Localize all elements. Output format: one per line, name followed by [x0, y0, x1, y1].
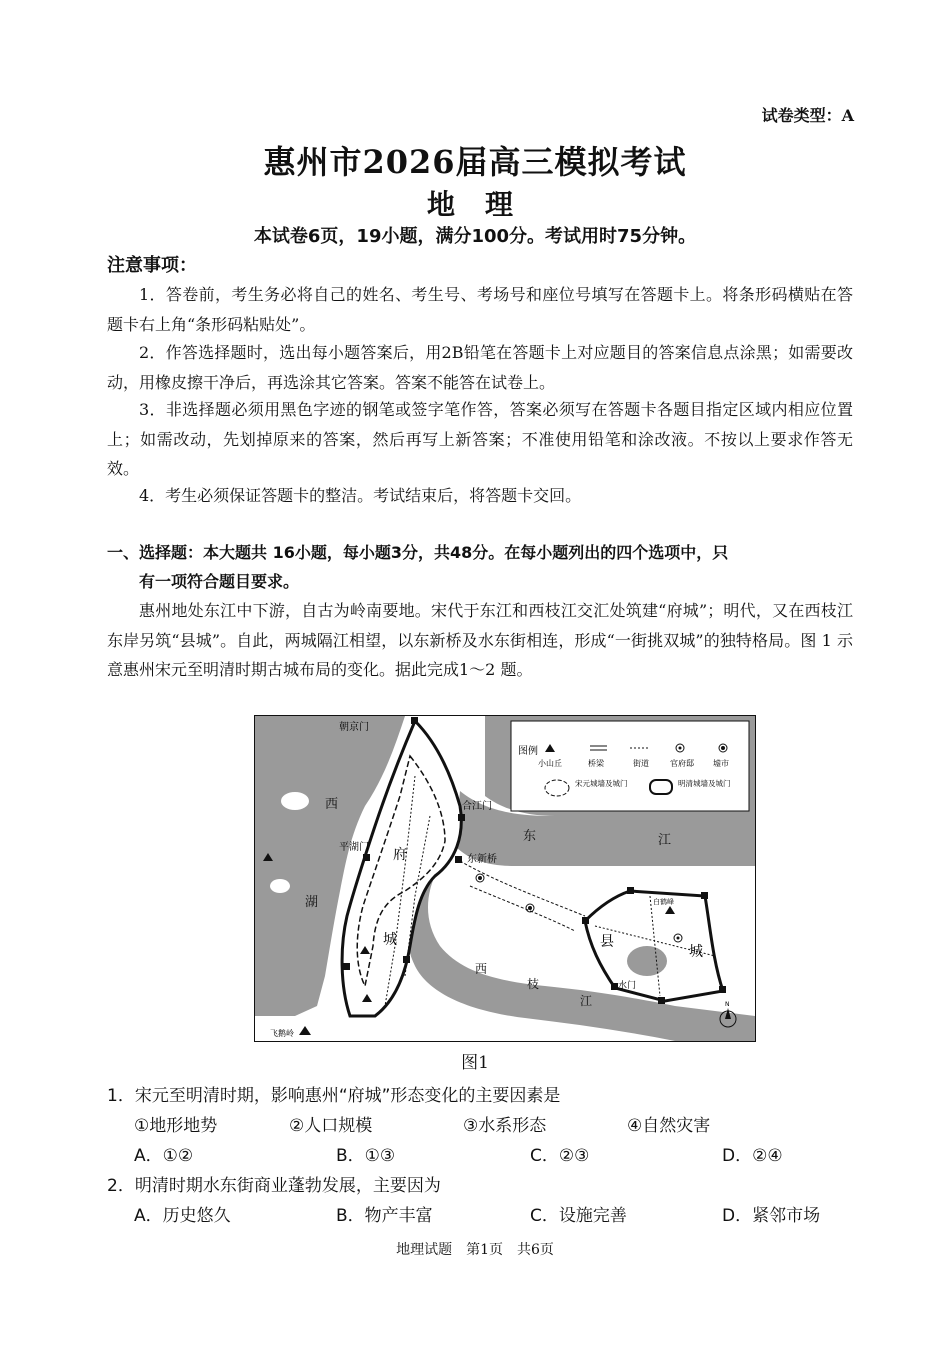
- gate: [627, 887, 634, 894]
- section-heading-line2: 有一项符合题目要求。: [139, 572, 300, 591]
- xian-pond: [627, 946, 667, 976]
- lower-street: [470, 886, 575, 931]
- hill-icon: [299, 1026, 311, 1035]
- notes-title: 注意事项：: [107, 255, 197, 276]
- passage: 惠州地处东江中下游，自古为岭南要地。宋代于东江和西枝江交汇处筑建“府城”；明代，又在西枝江东岸另筑“县城”。自此，两城隔江相望，以东新桥及水东街相连，形成“一街挑双城”的独特格局。图 1 示意惠州宋元至明清时期古城布局的变化。据此完成1～2 题。: [107, 601, 853, 679]
- gate: [701, 892, 708, 899]
- gate: [582, 917, 589, 924]
- q2-option-c[interactable]: C．设施完善: [530, 1206, 627, 1226]
- map-svg: [255, 716, 755, 1041]
- q1-factor-1: ①地形地势: [134, 1116, 218, 1136]
- figure-caption: 图1: [461, 1053, 489, 1073]
- section-heading: [107, 538, 857, 596]
- label-feiehling: 飞鹅岭: [270, 1029, 294, 1038]
- q1-factor-3: ③水系形态: [463, 1116, 547, 1136]
- label-xizhi-jiang: 江: [580, 994, 593, 1008]
- q1-option-a[interactable]: A．①②: [134, 1146, 194, 1166]
- label-shuimen: 水门: [618, 981, 637, 991]
- page-footer: 地理试题 第1页 共6页: [396, 1242, 554, 1258]
- label-dongxinqiao: 东新桥: [467, 854, 497, 865]
- legend-market: 墟市: [713, 759, 729, 768]
- label-pinghumen: 平湖门: [339, 842, 369, 853]
- gate: [403, 956, 410, 963]
- lake-island: [281, 792, 309, 810]
- note-item-4: 4．考生必须保证答题卡的整洁。考试结束后，将答题卡交回。: [139, 486, 582, 505]
- legend-bridge: 桥梁: [588, 759, 604, 768]
- gate-shuimen: [611, 983, 618, 990]
- label-fu: 府: [393, 847, 407, 863]
- legend-office: 官府邸: [670, 759, 694, 768]
- lake-island: [270, 879, 290, 893]
- q1-factor-4: ④自然灾害: [627, 1116, 711, 1136]
- q2-option-d[interactable]: D．紧邻市场: [722, 1206, 821, 1226]
- note-item-2: 2．作答选择题时，选出每小题答案后，用2B铅笔在答题卡上对应题目的答案信息点涂黑；如需要改动，用橡皮擦干净后，再选涂其它答案。答案不能答在试卷上。: [107, 343, 853, 392]
- gate-hejiang: [458, 814, 465, 821]
- legend-song-wall: 宋元城墙及城门: [575, 779, 628, 788]
- gate-chaojing: [411, 717, 418, 724]
- label-xizhi-xi: 西: [475, 962, 488, 976]
- legend-ming-wall: 明清城墙及城门: [678, 779, 731, 788]
- label-xian-cheng: 城: [689, 944, 703, 960]
- subject-title: 地理: [426, 188, 543, 221]
- label-xizhi-zhi: 枝: [527, 977, 540, 991]
- figure-map: [254, 715, 756, 1042]
- q1-option-d[interactable]: D．②④: [722, 1146, 783, 1166]
- note-item-1: 1．答卷前，考生务必将自己的姓名、考生号、考场号和座位号填写在答题卡上。将条形码横贴在答题卡右上角“条形码粘贴处”。: [107, 285, 853, 334]
- gate: [343, 963, 350, 970]
- q2-option-a[interactable]: A．历史悠久: [134, 1206, 231, 1226]
- label-jiang: 江: [658, 833, 672, 848]
- legend-street: 街道: [633, 759, 649, 768]
- paper-type: 试卷类型：A: [761, 106, 854, 125]
- q1-option-b[interactable]: B．①③: [336, 1146, 396, 1166]
- note-item-3: 3．非选择题必须用黑色字迹的钢笔或签字笔作答，答案必须写在答题卡各题目指定区域内相应位置上；如需改动，先划掉原来的答案，然后再写上新答案；不准使用铅笔和涂改液。不按以上要求作答无效。: [107, 400, 853, 478]
- label-dong: 东: [523, 829, 537, 844]
- gate: [719, 986, 726, 993]
- gate: [658, 997, 665, 1004]
- q2-option-b[interactable]: B．物产丰富: [336, 1206, 433, 1226]
- label-fu-cheng: 城: [383, 932, 397, 948]
- label-hejiangmen: 合江门: [462, 801, 492, 812]
- label-baiheifeng: 白鹤峰: [653, 898, 674, 906]
- label-xi: 西: [325, 797, 339, 812]
- question-1-stem: 1．宋元至明清时期，影响惠州“府城”形态变化的主要因素是: [107, 1086, 561, 1106]
- legend-hill: 小山丘: [538, 759, 562, 768]
- q1-factor-2: ②人口规模: [289, 1116, 373, 1136]
- question-2-stem: 2．明清时期水东街商业蓬勃发展，主要因为: [107, 1176, 441, 1196]
- q1-option-c[interactable]: C．②③: [530, 1146, 590, 1166]
- label-hu: 湖: [305, 895, 319, 910]
- label-xian: 县: [600, 934, 614, 950]
- section-heading-line1: 一、选择题：本大题共 16小题，每小题3分，共48分。在每小题列出的四个选项中，只: [107, 543, 729, 562]
- label-chaojingmen: 朝京门: [339, 722, 369, 733]
- legend-title: 图例: [518, 746, 538, 757]
- exam-info: 本试卷6页，19小题，满分100分。考试用时75分钟。: [253, 226, 697, 247]
- gate-pinghu: [363, 854, 370, 861]
- exam-title: 惠州市2026届高三模拟考试: [263, 143, 687, 181]
- compass-north: N: [725, 1001, 730, 1008]
